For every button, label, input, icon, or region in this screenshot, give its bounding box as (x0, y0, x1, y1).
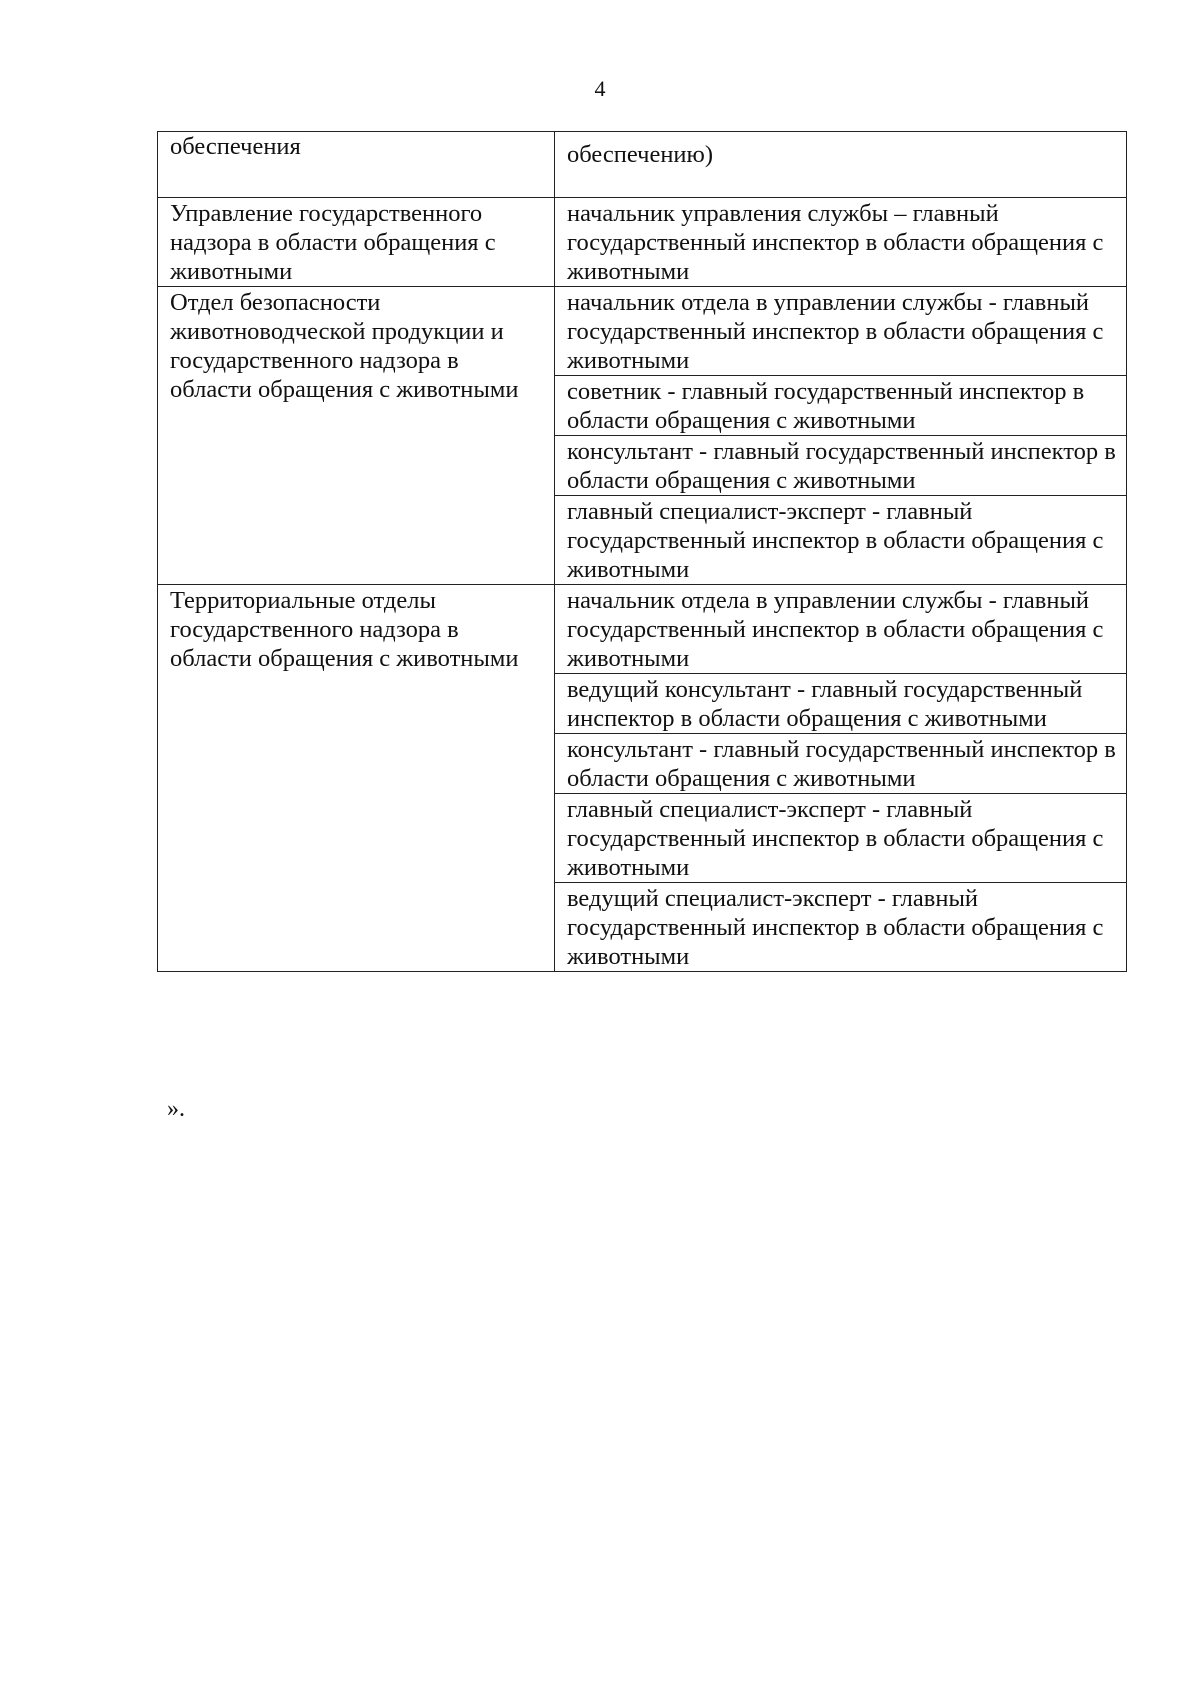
position-cell: консультант - главный государственный инспектор в области обращения с животными (555, 734, 1127, 794)
position-cell: консультант - главный государственный инспектор в области обращения с животными (555, 436, 1127, 496)
positions-table (157, 131, 1127, 972)
unit-cell: Отдел безопасности животноводческой продукции и государственного надзора в области обращения с животными (158, 287, 555, 585)
position-cell: советник - главный государственный инспектор в области обращения с животными (555, 376, 1127, 436)
table-row (158, 198, 1127, 287)
position-cell: главный специалист-эксперт - главный государственный инспектор в области обращения с животными (555, 794, 1127, 883)
page-number: 4 (594, 76, 606, 101)
unit-cell: Территориальные отделы государственного надзора в области обращения с животными (158, 585, 555, 972)
table-row (158, 585, 1127, 674)
table-row (158, 287, 1127, 376)
position-cell: начальник отдела в управлении службы - главный государственный инспектор в области обращения с животными (555, 585, 1127, 674)
position-cell: начальник управления службы – главный государственный инспектор в области обращения с животными (555, 198, 1127, 287)
closing-quote: ». (167, 1096, 185, 1122)
position-cell: ведущий консультант - главный государственный инспектор в области обращения с животными (555, 674, 1127, 734)
position-cell: начальник отдела в управлении службы - главный государственный инспектор в области обращения с животными (555, 287, 1127, 376)
unit-cell: Управление государственного надзора в области обращения с животными (158, 198, 555, 287)
table-continuation-row (158, 132, 1127, 198)
position-cell: ведущий специалист-эксперт - главный государственный инспектор в области обращения с животными (555, 883, 1127, 972)
header-left-cell: обеспечения (158, 132, 555, 198)
header-right-cell: обеспечению) (555, 132, 1127, 198)
position-cell: главный специалист-эксперт - главный государственный инспектор в области обращения с животными (555, 496, 1127, 585)
